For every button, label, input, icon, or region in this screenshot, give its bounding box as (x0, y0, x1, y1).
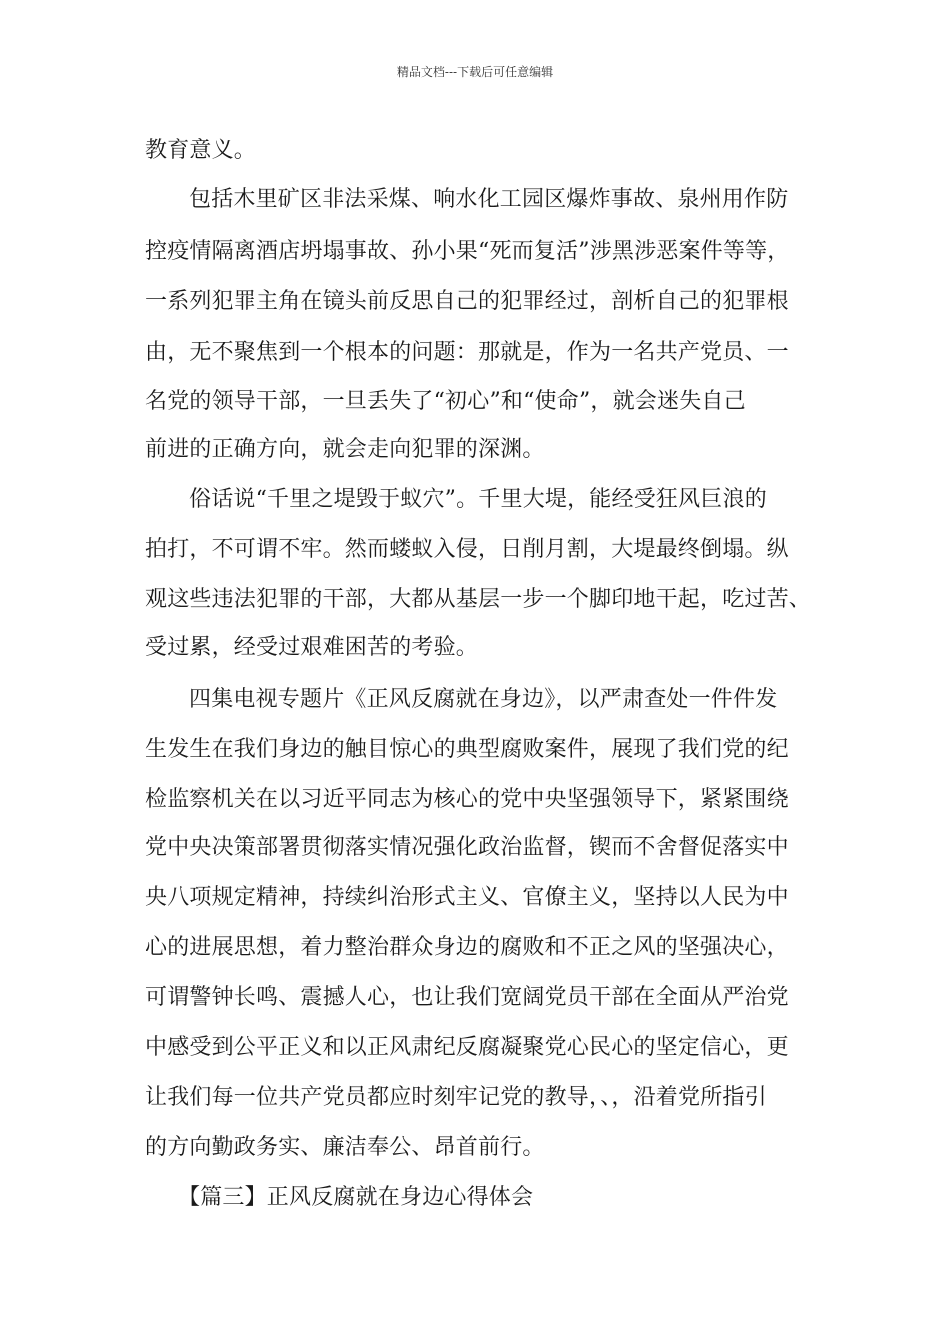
text-line: 让我们每一位共产党员都应时刻牢记党的教导，、，沿着党所指引 (145, 1085, 767, 1110)
text-line: 央八项规定精神，持续纠治形式主义、官僚主义，坚持以人民为中 (145, 885, 789, 910)
text-line: 一系列犯罪主角在镜头前反思自己的犯罪经过，剖析自己的犯罪根 (145, 289, 789, 314)
text-line: 控疫情隔离酒店坍塌事故、孙小果“死而复活”涉黑涉恶案件等等， (145, 239, 790, 264)
text-line: 可谓警钟长鸣、震撼人心，也让我们宽阔党员干部在全面从严治党 (145, 985, 789, 1010)
text-line: 检监察机关在以习近平同志为核心的党中央坚强领导下，紧紧围绕 (145, 787, 789, 812)
text-line: 教育意义。 (145, 138, 257, 163)
text-line: 包括木里矿区非法采煤、响水化工园区爆炸事故、泉州用作防 (189, 187, 789, 212)
text-line: 受过累，经受过艰难困苦的考验。 (145, 635, 479, 660)
text-line: 由，无不聚焦到一个根本的问题：那就是，作为一名共产党员、一 (145, 340, 789, 365)
text-line: 四集电视专题片《正风反腐就在身边》，以严肃查处一件件发 (189, 687, 778, 712)
text-line: 心的进展思想，着力整治群众身边的腐败和不正之风的坚强决心， (145, 935, 789, 960)
text-line: 中感受到公平正义和以正风肃纪反腐凝聚党心民心的坚定信心，更 (145, 1035, 789, 1060)
text-line: 俗话说“千里之堤毁于蚁穴”。千里大堤，能经受狂风巨浪的 (189, 487, 767, 512)
text-line: 的方向勤政务实、廉洁奉公、昂首前行。 (145, 1135, 545, 1160)
text-line: 拍打，不可谓不牢。然而蝼蚁入侵，日削月割，大堤最终倒塌。纵 (145, 537, 789, 562)
text-line: 党中央决策部署贯彻落实情况强化政治监督，锲而不舍督促落实中 (145, 835, 789, 860)
section-heading: 【篇三】正风反腐就在身边心得体会 (178, 1185, 534, 1210)
page-header: 精品文档---下载后可任意编辑 (396, 65, 554, 79)
text-line: 观这些违法犯罪的干部，大都从基层一步一个脚印地干起，吃过苦、 (145, 587, 812, 612)
text-line: 名党的领导干部，一旦丢失了“初心”和“使命”，就会迷失自己 (145, 389, 746, 414)
text-line: 生发生在我们身边的触目惊心的典型腐败案件，展现了我们党的纪 (145, 737, 789, 762)
text-line: 前进的正确方向，就会走向犯罪的深渊。 (145, 437, 545, 462)
